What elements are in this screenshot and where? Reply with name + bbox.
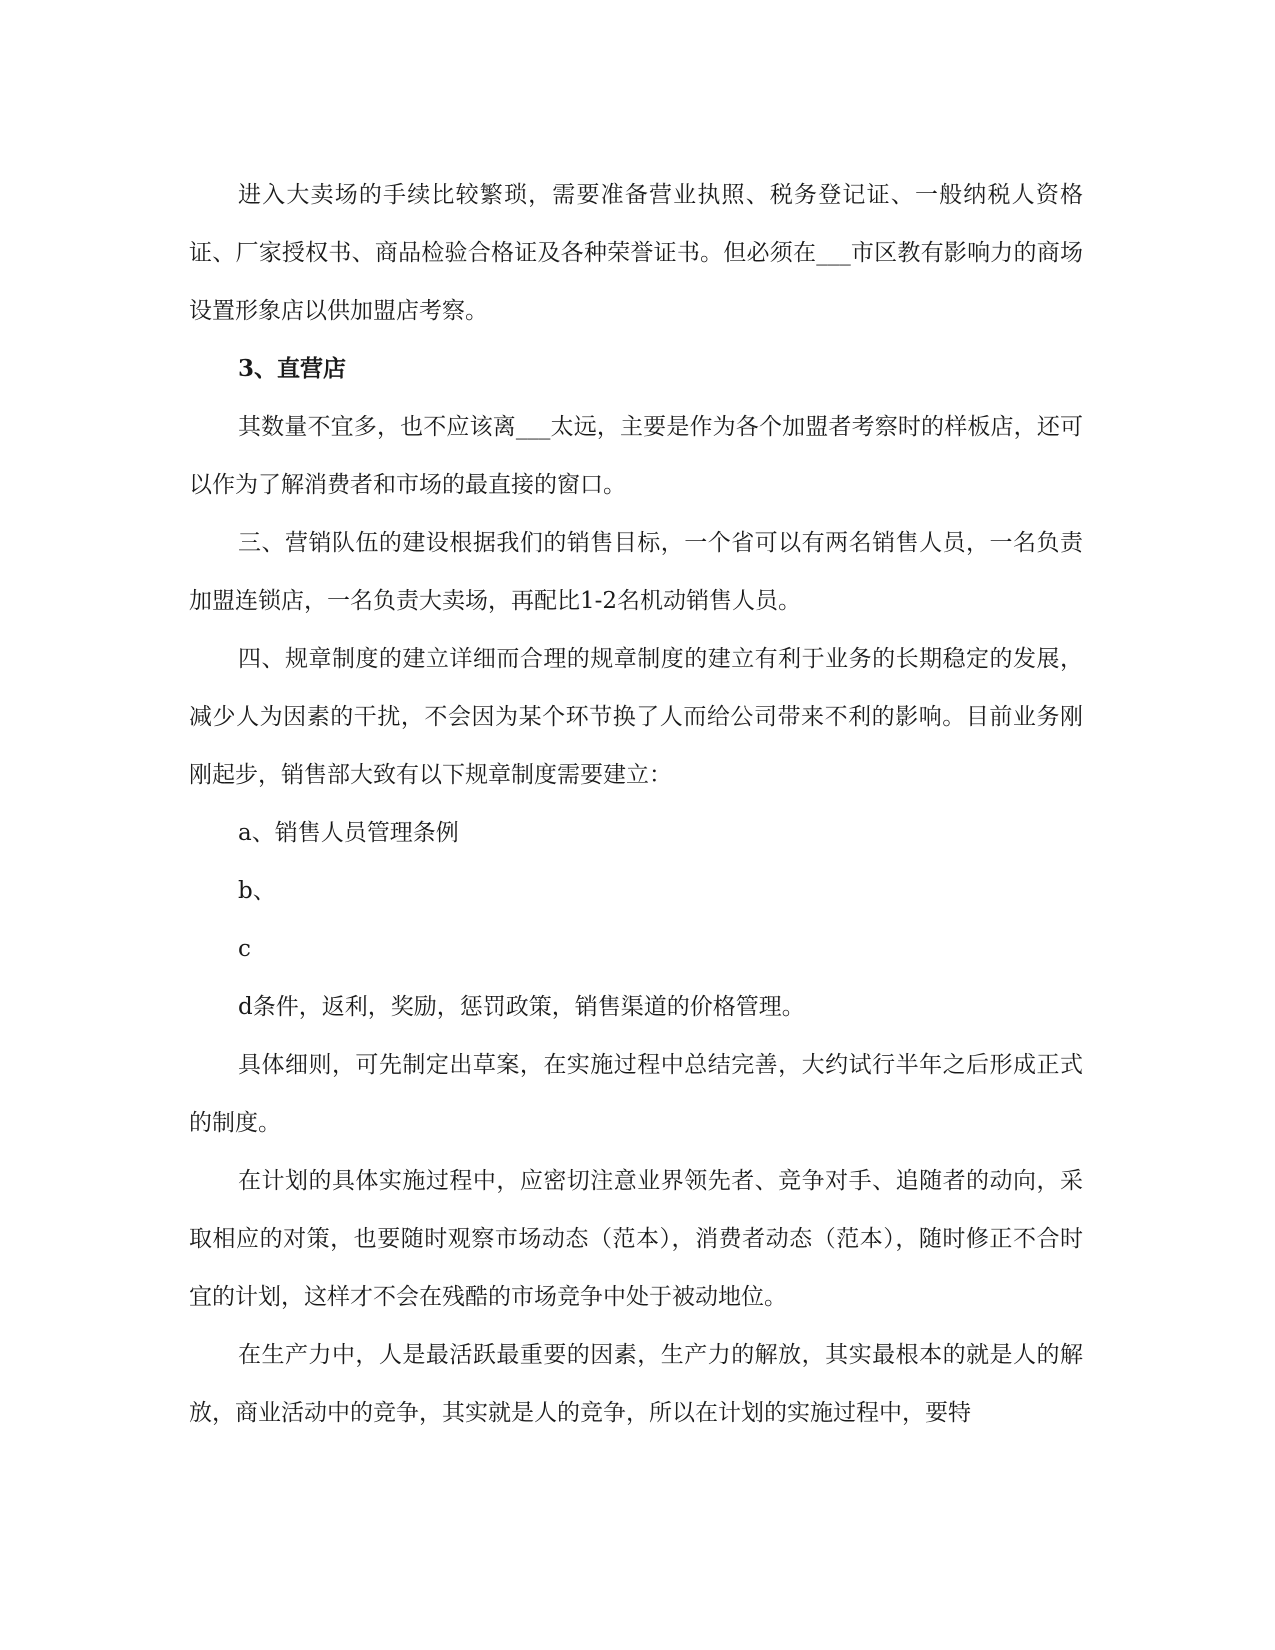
list-item-d: d条件，返利，奖励，惩罚政策，销售渠道的价格管理。 bbox=[238, 994, 805, 1020]
paragraph-detailed-rules: 具体细则，可先制定出草案，在实施过程中总结完善，大约试行半年之后形成正式的制度。 bbox=[189, 1052, 1083, 1136]
paragraph-implementation: 在计划的具体实施过程中，应密切注意业界领先者、竞争对手、追随者的动向，采取相应的对策，也要随时观察市场动态（范本），消费者动态（范本），随时修正不合时宜的计划，这样才不会在残酷的市场竞争中处于被动地位。 bbox=[189, 1168, 1083, 1310]
paragraph-regulations: 四、规章制度的建立详细而合理的规章制度的建立有利于业务的长期稳定的发展，减少人为因素的干扰，不会因为某个环节换了人而给公司带来不利的影响。目前业务刚刚起步，销售部大致有以下规章制度需要建立： bbox=[189, 646, 1083, 788]
document-body bbox=[189, 166, 1083, 1442]
paragraph-sales-team: 三、营销队伍的建设根据我们的销售目标，一个省可以有两名销售人员，一名负责加盟连锁店，一名负责大卖场，再配比1-2名机动销售人员。 bbox=[189, 530, 1083, 614]
list-item-b: b、 bbox=[238, 878, 276, 904]
section-heading-direct-stores: 3、直营店 bbox=[238, 355, 347, 382]
list-item-c: c bbox=[238, 936, 251, 962]
paragraph-hypermarket-procedures: 进入大卖场的手续比较繁琐，需要准备营业执照、税务登记证、一般纳税人资格证、厂家授权书、商品检验合格证及各种荣誉证书。但必须在___市区教有影响力的商场设置形象店以供加盟店考察。 bbox=[189, 182, 1083, 324]
list-item-a: a、销售人员管理条例 bbox=[238, 820, 459, 846]
paragraph-productivity: 在生产力中，人是最活跃最重要的因素，生产力的解放，其实最根本的就是人的解放，商业活动中的竞争，其实就是人的竞争，所以在计划的实施过程中，要特 bbox=[189, 1342, 1083, 1426]
paragraph-direct-stores: 其数量不宜多，也不应该离___太远，主要是作为各个加盟者考察时的样板店，还可以作为了解消费者和市场的最直接的窗口。 bbox=[189, 414, 1083, 498]
